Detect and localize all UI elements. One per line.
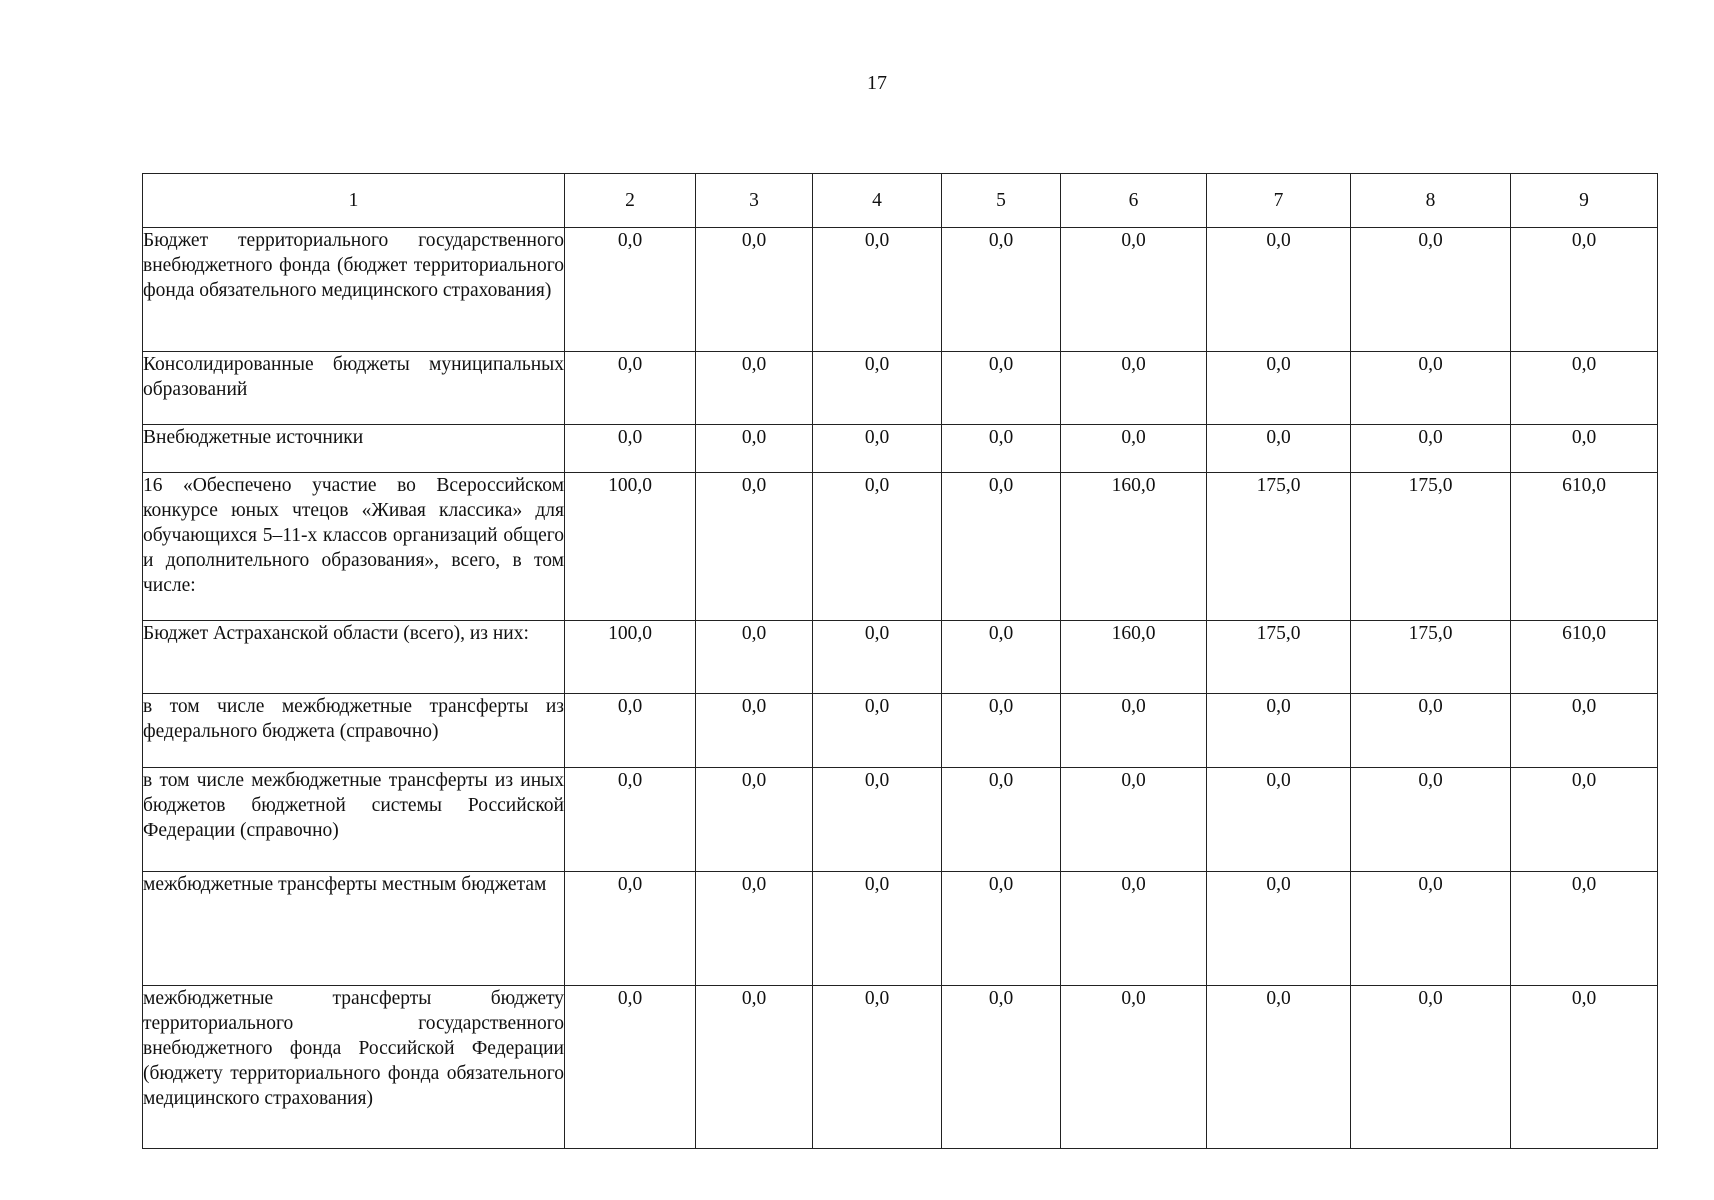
row-label: 16 «Обеспечено участие во Всероссийском конкурсе юных чтецов «Живая классика» для обучающихся 5–11-х классов организаций общего и дополнительного образования», всего, в том числе: (143, 473, 565, 621)
column-header: 2 (565, 174, 696, 228)
cell-value: 0,0 (696, 621, 813, 694)
budget-table (142, 173, 1658, 1149)
cell-value: 0,0 (1351, 425, 1511, 473)
page-number: 17 (867, 72, 887, 94)
table-row (143, 986, 1658, 1149)
row-label: Бюджет территориального государственного внебюджетного фонда (бюджет территориального фонда обязательного медицинского страхования) (143, 228, 565, 352)
cell-value: 0,0 (813, 872, 942, 986)
row-label: в том числе межбюджетные трансферты из федерального бюджета (справочно) (143, 694, 565, 768)
cell-value: 0,0 (942, 425, 1061, 473)
cell-value: 0,0 (1351, 228, 1511, 352)
cell-value: 0,0 (942, 621, 1061, 694)
row-label: межбюджетные трансферты местным бюджетам (143, 872, 565, 986)
cell-value: 0,0 (1351, 352, 1511, 425)
table-row (143, 872, 1658, 986)
cell-value: 0,0 (1351, 986, 1511, 1149)
cell-value: 0,0 (696, 694, 813, 768)
cell-value: 0,0 (696, 872, 813, 986)
cell-value: 0,0 (1061, 872, 1207, 986)
cell-value: 160,0 (1061, 473, 1207, 621)
cell-value: 0,0 (1511, 872, 1658, 986)
cell-value: 0,0 (696, 352, 813, 425)
cell-value: 0,0 (1511, 425, 1658, 473)
cell-value: 610,0 (1511, 621, 1658, 694)
cell-value: 0,0 (813, 986, 942, 1149)
cell-value: 0,0 (942, 768, 1061, 872)
cell-value: 610,0 (1511, 473, 1658, 621)
cell-value: 0,0 (942, 872, 1061, 986)
cell-value: 0,0 (813, 425, 942, 473)
cell-value: 0,0 (565, 352, 696, 425)
table-row (143, 768, 1658, 872)
cell-value: 0,0 (942, 228, 1061, 352)
cell-value: 0,0 (1061, 425, 1207, 473)
cell-value: 0,0 (942, 694, 1061, 768)
column-header: 5 (942, 174, 1061, 228)
cell-value: 0,0 (1207, 425, 1351, 473)
cell-value: 0,0 (1351, 872, 1511, 986)
cell-value: 0,0 (696, 473, 813, 621)
cell-value: 0,0 (1351, 768, 1511, 872)
cell-value: 0,0 (1511, 228, 1658, 352)
cell-value: 175,0 (1351, 473, 1511, 621)
cell-value: 0,0 (1207, 352, 1351, 425)
cell-value: 0,0 (1061, 986, 1207, 1149)
cell-value: 0,0 (1511, 352, 1658, 425)
column-header: 9 (1511, 174, 1658, 228)
cell-value: 175,0 (1351, 621, 1511, 694)
cell-value: 0,0 (942, 473, 1061, 621)
cell-value: 0,0 (696, 425, 813, 473)
column-header: 6 (1061, 174, 1207, 228)
cell-value: 0,0 (1207, 768, 1351, 872)
cell-value: 0,0 (1207, 986, 1351, 1149)
table-row (143, 473, 1658, 621)
column-header: 7 (1207, 174, 1351, 228)
cell-value: 0,0 (696, 768, 813, 872)
cell-value: 0,0 (696, 228, 813, 352)
table-row (143, 425, 1658, 473)
cell-value: 160,0 (1061, 621, 1207, 694)
cell-value: 0,0 (813, 768, 942, 872)
cell-value: 175,0 (1207, 621, 1351, 694)
cell-value: 0,0 (565, 228, 696, 352)
cell-value: 100,0 (565, 621, 696, 694)
row-label: Консолидированные бюджеты муниципальных образований (143, 352, 565, 425)
cell-value: 0,0 (1511, 986, 1658, 1149)
cell-value: 0,0 (1207, 694, 1351, 768)
cell-value: 0,0 (942, 986, 1061, 1149)
cell-value: 0,0 (1061, 228, 1207, 352)
cell-value: 0,0 (1061, 352, 1207, 425)
cell-value: 175,0 (1207, 473, 1351, 621)
cell-value: 0,0 (813, 621, 942, 694)
row-label: Внебюджетные источники (143, 425, 565, 473)
cell-value: 0,0 (565, 986, 696, 1149)
cell-value: 0,0 (565, 694, 696, 768)
column-header: 3 (696, 174, 813, 228)
cell-value: 0,0 (1351, 694, 1511, 768)
cell-value: 0,0 (565, 872, 696, 986)
cell-value: 0,0 (1207, 228, 1351, 352)
cell-value: 0,0 (565, 425, 696, 473)
cell-value: 0,0 (1207, 872, 1351, 986)
row-label: Бюджет Астраханской области (всего), из них: (143, 621, 565, 694)
row-label: в том числе межбюджетные трансферты из иных бюджетов бюджетной системы Российской Федерации (справочно) (143, 768, 565, 872)
table-header-row (143, 174, 1658, 228)
column-header: 8 (1351, 174, 1511, 228)
table-row (143, 228, 1658, 352)
column-header: 1 (143, 174, 565, 228)
cell-value: 0,0 (942, 352, 1061, 425)
table-row (143, 694, 1658, 768)
column-header: 4 (813, 174, 942, 228)
cell-value: 100,0 (565, 473, 696, 621)
cell-value: 0,0 (813, 473, 942, 621)
cell-value: 0,0 (565, 768, 696, 872)
table-row (143, 621, 1658, 694)
table-row (143, 352, 1658, 425)
cell-value: 0,0 (813, 228, 942, 352)
cell-value: 0,0 (813, 352, 942, 425)
cell-value: 0,0 (1511, 694, 1658, 768)
cell-value: 0,0 (1061, 768, 1207, 872)
cell-value: 0,0 (696, 986, 813, 1149)
cell-value: 0,0 (1511, 768, 1658, 872)
row-label: межбюджетные трансферты бюджету территориального государственного внебюджетного фонда Российской Федерации (бюджету территориального фонда обязательного медицинского страхования) (143, 986, 565, 1149)
cell-value: 0,0 (1061, 694, 1207, 768)
cell-value: 0,0 (813, 694, 942, 768)
